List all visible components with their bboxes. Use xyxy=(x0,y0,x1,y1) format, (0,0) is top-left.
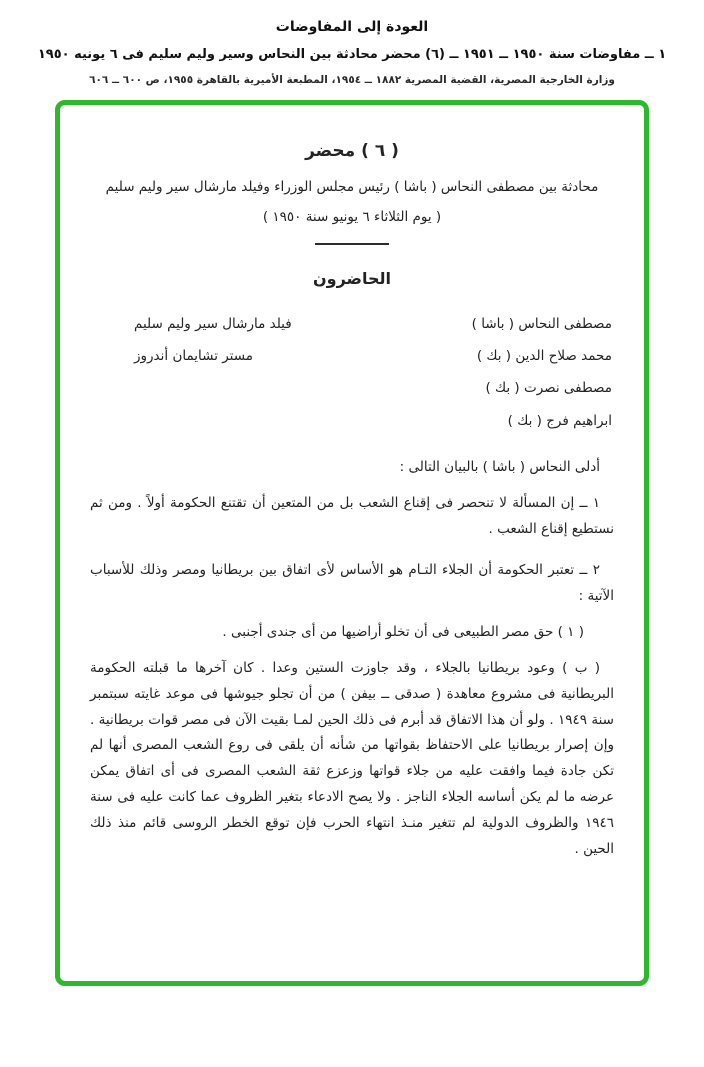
page-header xyxy=(0,0,704,86)
scanned-document xyxy=(90,141,614,863)
statement-item-1: ١ ــ إن المسألة لا تنحصر فى إقناع الشعب بل من المتعين أن تقتنع الحكومة أولاً . ومن ثم نستطيع إقناع الشعب . xyxy=(90,495,614,537)
minutes-subtitle-line1: محادثة بين مصطفى النحاس ( باشا ) رئيس مجلس الوزراء وفيلد مارشال سير وليم سليم xyxy=(105,179,599,195)
attendees-list xyxy=(90,308,614,438)
attendees-british-column xyxy=(92,308,292,438)
statement-sub-item-1: ( ١ ) حق مصر الطبيعى فى أن تخلو أراضيها من أى جندى أجنبى . xyxy=(222,623,584,640)
entry-title: ١ ــ مفاوضات سنة ١٩٥٠ ــ ١٩٥١ ــ (٦) محضر محادثة بين النحاس وسير وليم سليم فى ٦ يونيه ١٩٥٠ xyxy=(37,47,667,62)
document-scan-frame xyxy=(55,100,649,986)
statement-item-2: ٢ ــ تعتبر الحكومة أن الجلاء التـام هو الأساس لأى اتفاق بين بريطانيا ومصر وذلك للأسباب الآتية : xyxy=(90,562,614,605)
section-divider xyxy=(315,243,389,245)
statement-intro: أدلى النحاس ( باشا ) بالبيان التالى : xyxy=(399,459,600,476)
attendee-name: ابراهيم فرج ( بك ) xyxy=(507,412,612,429)
attendee-name: مصطفى نصرت ( بك ) xyxy=(485,380,612,397)
attendee-name: فيلد مارشال سير وليم سليم xyxy=(134,315,292,332)
attendees-heading: الحاضرون xyxy=(312,268,392,288)
attendee-name: مصطفى النحاس ( باشا ) xyxy=(471,315,612,332)
source-citation: وزارة الخارجية المصرية، القضية المصرية ١٨٨٢ ــ ١٩٥٤، المطبعة الأميرية بالقاهرة ١٩٥٥، ص ٦٠٠ ــ ٦٠٦ xyxy=(89,74,615,86)
attendee-name: محمد صلاح الدين ( بك ) xyxy=(476,347,612,364)
attendee-name: مستر تشايمان أندروز xyxy=(134,347,254,364)
statement-sub-item-b: ( ب ) وعود بريطانيا بالجلاء ، وقد جاوزت الستين وعدا . كان آخرها ما قبلته الحكومة البريطانية فى مشروع معاهدة ( صدقى ــ بيفن ) من أن تجلو جيوشها فى موعد غايته سبتمبر سنة ١٩٤٩ . ولو أن هذا الاتفاق قد أبرم فى ذلك الحين لمـا بقيت الآن فى مصر قوات بريطانية . وإن إصرار بريطانيا على الاحتفاظ بقواتها من شأنه أن يلقى فى روع الشعب المصرى أنها لم تكن جادة فيما وافقت عليه من جلاء قواتها وزعزع ثقة الشعب المصرى فى أى اتفاق يمكن عرضه ما لم يكن أساسه الجلاء الناجز . ولا يصح الادعاء بتغير الظروف عما كانت عليه فى سنة ١٩٤٦ والظروف الدولية لم تتغير منـذ انتهاء الحرب فإن توقع الخطر الروسى قائم منذ ذلك الحين . xyxy=(90,659,614,858)
attendees-egyptian-column xyxy=(472,308,612,438)
back-to-negotiations-link[interactable]: العودة إلى المفاوضات xyxy=(275,19,429,35)
minutes-subtitle-line2: ( يوم الثلاثاء ٦ يونيو سنة ١٩٥٠ ) xyxy=(262,208,442,225)
minutes-heading: ( ٦ ) محضر xyxy=(305,141,399,161)
